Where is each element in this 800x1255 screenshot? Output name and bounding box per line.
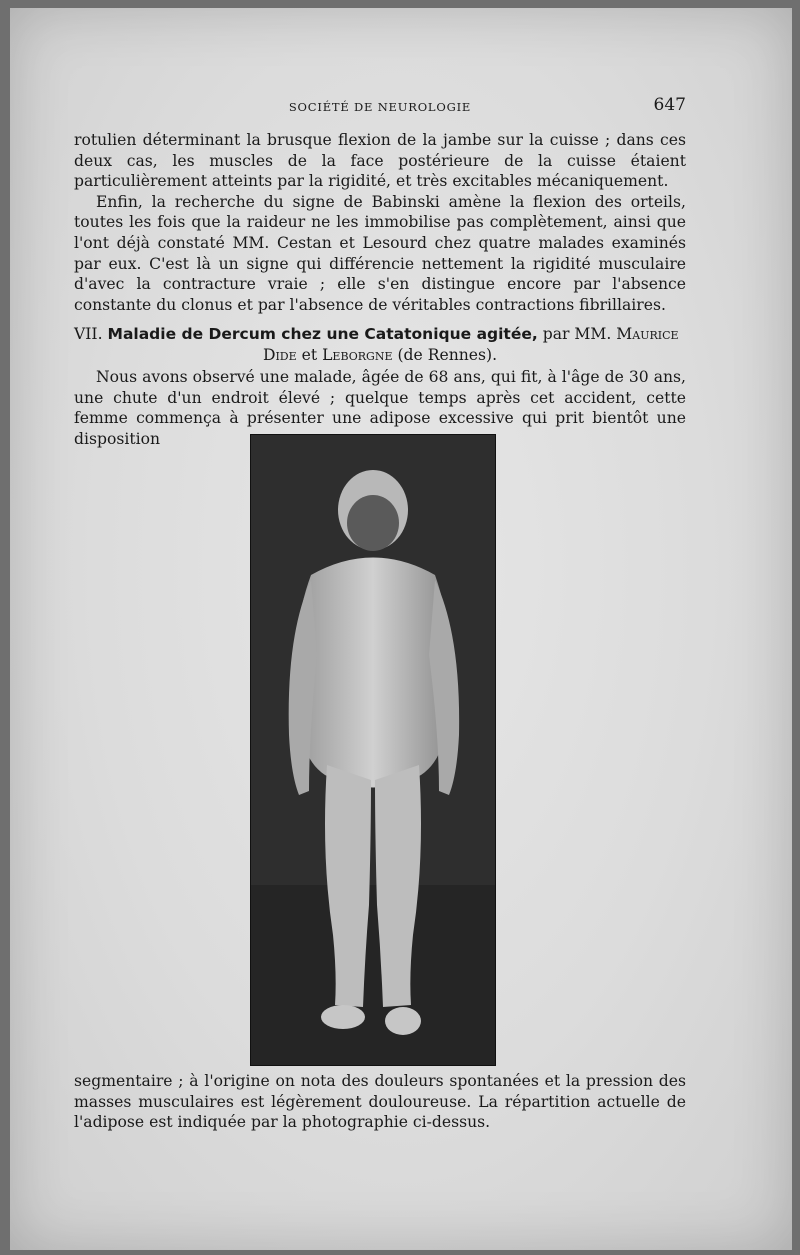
author-1-last: Dide <box>262 345 297 364</box>
paragraph-block-bottom <box>74 1071 686 1133</box>
section-heading <box>74 324 686 365</box>
paragraph-block-top <box>74 130 686 315</box>
photograph-illustration <box>251 435 495 1065</box>
page-number: 647 <box>653 95 686 115</box>
author-1-first: Maurice <box>616 325 679 343</box>
paragraph-2: Enfin, la recherche du signe de Babinski amène la flexion des orteils, toutes les fois que la raideur ne les immobilise pas complètement, ainsi que l'ont déjà constaté MM. Cestan et Lesourd chez quatre malades examinés par eux. C'est là un signe qui différencie nettement la rigidité musculaire d'avec la contracture vraie ; elle s'en distingue encore par l'absence constante du clonus et par l'absence de véritables contractions fibrillaires. <box>74 192 686 314</box>
running-title: SOCIÉTÉ DE NEUROLOGIE <box>288 100 472 114</box>
author-2: Leborgne <box>322 345 393 364</box>
book-page <box>10 8 792 1250</box>
section-number: VII. <box>74 325 103 343</box>
paragraph-3: Nous avons observé une malade, âgée de 68 ans, qui fit, à l'âge de 30 ans, une chute d'un endroit élevé ; quelque temps après cet accident, cette femme commença à présenter une adipose excessive qui prit bientôt une disposition <box>74 368 686 448</box>
paragraph-4: segmentaire ; à l'origine on nota des douleurs spontanées et la pression des masses musculaires est légèrement douloureuse. La répartition actuelle de l'adipose est indiquée par la photographie ci-dessus. <box>74 1072 686 1132</box>
section-and: et <box>301 345 318 364</box>
paragraph-1: rotulien déterminant la brusque flexion de la jambe sur la cuisse ; dans ces deux cas, les muscles de la face postérieure de la cuisse étaient particulièrement atteints par la rigidité, et très excitables mécaniquement. <box>74 131 686 191</box>
affiliation: (de Rennes). <box>397 345 498 364</box>
running-head <box>74 95 686 119</box>
section-title: Maladie de Dercum chez une Catatonique agitée, <box>107 325 538 343</box>
photograph-figure-icon <box>250 434 496 1066</box>
section-by: par MM. <box>542 325 612 343</box>
